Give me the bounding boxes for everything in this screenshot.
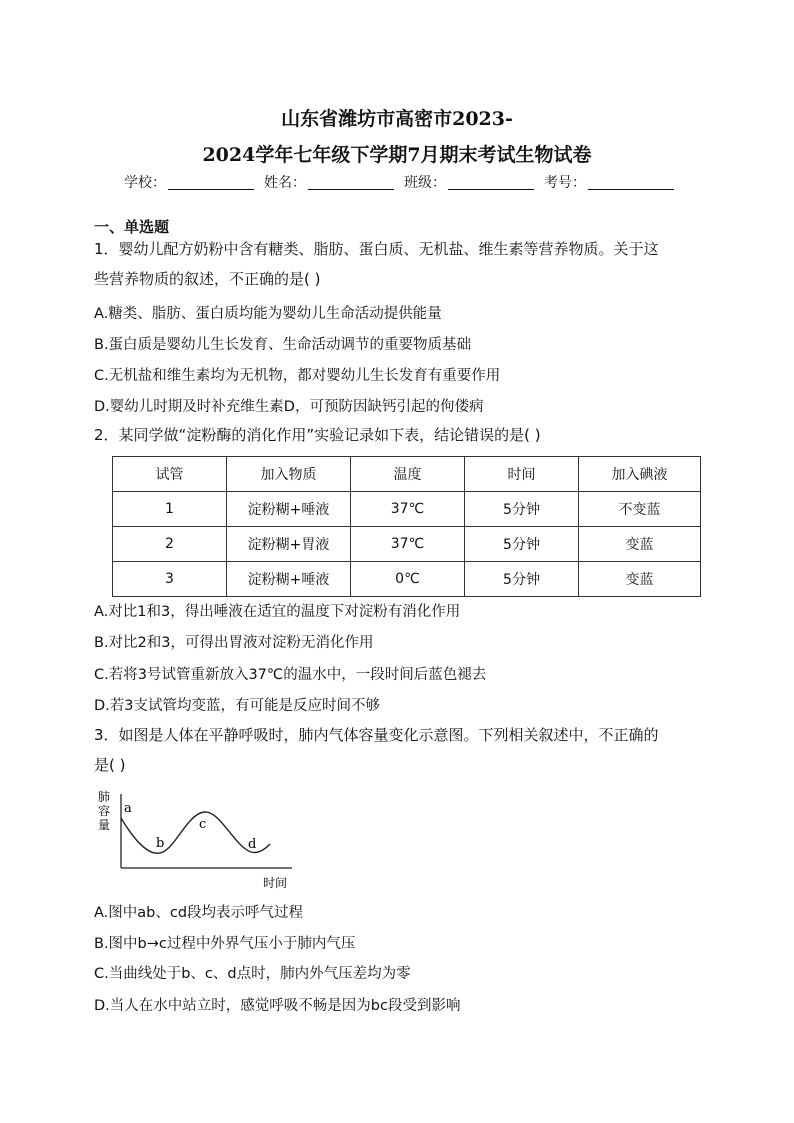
q2-stem: 2．某同学做“淀粉酶的消化作用”实验记录如下表，结论错误的是( ) <box>94 426 541 444</box>
lung-volume-graph <box>96 788 306 892</box>
table-header-cell: 时间 <box>465 457 579 492</box>
table-cell: 5分钟 <box>465 492 579 527</box>
q2-option-c[interactable]: C.若将3号试管重新放入37℃的温水中，一段时间后蓝色褪去 <box>94 667 487 683</box>
exam-number-field[interactable] <box>588 175 674 190</box>
q3-option-a[interactable]: A.图中ab、cd段均表示呼气过程 <box>94 905 304 921</box>
graph-y-label-char: 量 <box>98 818 111 832</box>
q3-stem-line2: 是( ) <box>94 756 126 774</box>
table-cell: 5分钟 <box>465 562 579 597</box>
table-cell: 0℃ <box>351 562 465 597</box>
graph-point-a: a <box>124 801 132 816</box>
exam-number-label: 考号： <box>544 175 586 191</box>
graph-y-label-char: 容 <box>98 804 111 818</box>
table-cell: 变蓝 <box>579 562 701 597</box>
q3-option-c[interactable]: C.当曲线处于b、c、d点时，肺内外气压差均为零 <box>94 966 411 982</box>
table-header-cell: 温度 <box>351 457 465 492</box>
table-cell: 不变蓝 <box>579 492 701 527</box>
table-cell: 变蓝 <box>579 527 701 562</box>
q1-option-d[interactable]: D.婴幼儿时期及时补充维生素D，可预防因缺钙引起的佝偻病 <box>94 399 484 415</box>
section-title: 一、单选题 <box>94 218 170 236</box>
table-cell: 1 <box>113 492 227 527</box>
name-field[interactable] <box>308 175 394 190</box>
class-field[interactable] <box>448 175 534 190</box>
q1-option-a[interactable]: A.糖类、脂肪、蛋白质均能为婴幼儿生命活动提供能量 <box>94 306 442 322</box>
class-label: 班级： <box>404 175 446 191</box>
exam-title-line1: 山东省潍坊市高密市2023- <box>281 108 513 130</box>
table-header-cell: 加入物质 <box>227 457 351 492</box>
table-cell: 5分钟 <box>465 527 579 562</box>
name-label: 姓名： <box>264 175 306 191</box>
table-cell: 37℃ <box>351 492 465 527</box>
graph-x-label: 时间 <box>263 876 288 890</box>
q2-option-b[interactable]: B.对比2和3，可得出胃液对淀粉无消化作用 <box>94 635 374 651</box>
table-header-cell: 加入碘液 <box>579 457 701 492</box>
experiment-table <box>112 456 701 597</box>
graph-point-b: b <box>156 836 165 851</box>
q3-option-b[interactable]: B.图中b→c过程中外界气压小于肺内气压 <box>94 936 356 952</box>
exam-title-line2: 2024学年七年级下学期7月期末考试生物试卷 <box>202 144 592 166</box>
q3-stem-line1: 3．如图是人体在平静呼吸时，肺内气体容量变化示意图。下列相关叙述中，不正确的 <box>94 726 659 744</box>
table-cell: 3 <box>113 562 227 597</box>
graph-point-d: d <box>248 837 257 852</box>
school-label: 学校： <box>124 175 166 191</box>
q1-option-c[interactable]: C.无机盐和维生素均为无机物，都对婴幼儿生长发育有重要作用 <box>94 368 501 384</box>
table-header-row <box>113 457 701 492</box>
q1-stem-line2: 些营养物质的叙述，不正确的是( ) <box>94 270 321 288</box>
table-cell: 2 <box>113 527 227 562</box>
table-row <box>113 527 701 562</box>
table-cell: 淀粉糊+唾液 <box>227 492 351 527</box>
q2-option-d[interactable]: D.若3支试管均变蓝，有可能是反应时间不够 <box>94 698 380 714</box>
q1-stem-line1: 1．婴幼儿配方奶粉中含有糖类、脂肪、蛋白质、无机盐、维生素等营养物质。关于这 <box>94 240 659 258</box>
q3-option-d[interactable]: D.当人在水中站立时，感觉呼吸不畅是因为bc段受到影响 <box>94 998 461 1014</box>
q2-option-a[interactable]: A.对比1和3，得出唾液在适宜的温度下对淀粉有消化作用 <box>94 604 461 620</box>
q1-option-b[interactable]: B.蛋白质是婴幼儿生长发育、生命活动调节的重要物质基础 <box>94 337 472 353</box>
student-info-row <box>124 172 684 192</box>
table-cell: 37℃ <box>351 527 465 562</box>
table-header-cell: 试管 <box>113 457 227 492</box>
school-field[interactable] <box>168 175 254 190</box>
table-row <box>113 562 701 597</box>
graph-y-label-char: 肺 <box>98 790 111 804</box>
table-row <box>113 492 701 527</box>
table-cell: 淀粉糊+唾液 <box>227 562 351 597</box>
graph-point-c: c <box>199 817 207 832</box>
table-cell: 淀粉糊+胃液 <box>227 527 351 562</box>
